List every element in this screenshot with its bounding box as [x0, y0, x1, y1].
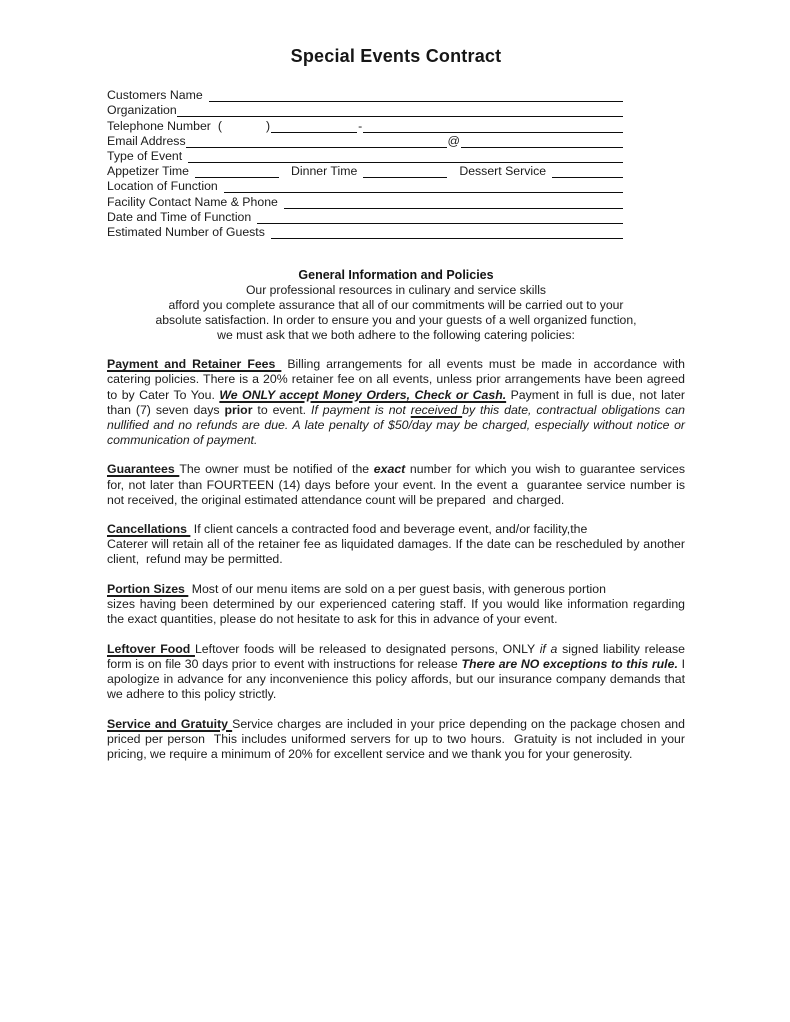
telephone-label: Telephone Number	[107, 118, 211, 133]
appetizer-time-label: Appetizer Time	[107, 164, 190, 179]
form-row-email	[107, 133, 623, 148]
document-content	[107, 0, 685, 776]
dessert-service-blank-line	[552, 164, 623, 178]
general-info-line: afford you complete assurance that all of our commitments will be carried out to your	[168, 298, 624, 313]
facility-contact-blank-line	[284, 195, 623, 209]
form-row-organization	[107, 102, 623, 117]
form-row-date-time	[107, 209, 623, 224]
general-info-line: Our professional resources in culinary and service skills	[245, 282, 547, 297]
form-row-facility-contact	[107, 193, 623, 208]
general-info-line: absolute satisfaction. In order to ensure you and your guests of a well organized function,	[155, 313, 637, 328]
customers-name-label: Customers Name	[107, 88, 203, 103]
customers-name-blank-line	[209, 88, 623, 102]
location-label: Location of Function	[107, 179, 218, 194]
appetizer-time-blank-line	[195, 164, 279, 178]
general-info-line: we must ask that we both adhere to the following catering policies:	[217, 328, 575, 343]
dinner-time-blank-line	[363, 164, 447, 178]
dessert-service-label: Dessert Service	[459, 164, 547, 179]
organization-label: Organization	[107, 103, 177, 118]
form-row-type-of-event	[107, 148, 623, 163]
organization-blank-line	[177, 103, 623, 117]
telephone-separator: -	[358, 118, 363, 133]
form-row-telephone	[107, 117, 623, 132]
telephone-open-paren: (	[217, 118, 223, 133]
form-row-meal-times	[107, 163, 623, 178]
email-label: Email Address	[107, 133, 186, 148]
form-row-estimated-guests	[107, 224, 623, 239]
policy-leftover-food: Leftover Food Leftover foods will be released to designated persons, ONLY if a signed liability release form is on file 30 days prior to event with instructions for release There are NO exceptions to this rule. I apologize in advance for any inconvenience this policy affords, but our insurance company demands that we adhere to this policy strictly.	[107, 641, 685, 702]
telephone-prefix-blank-line	[271, 119, 357, 133]
contract-form	[107, 87, 623, 239]
general-info-section	[107, 268, 685, 343]
type-of-event-label: Type of Event	[107, 148, 183, 163]
email-at-symbol: @	[447, 133, 460, 148]
policy-portion-sizes: Portion Sizes Most of our menu items are sold on a per guest basis, with generous portion sizes having been determined by our experienced catering staff. If you would like information regarding the exact quantities, please do not hesitate to ask for this in advance of your event.	[107, 581, 685, 627]
location-blank-line	[224, 179, 623, 193]
page-title: Special Events Contract	[290, 46, 502, 66]
telephone-number-blank-line	[363, 119, 623, 133]
policy-payment-and-retainer-fees: Payment and Retainer Fees Billing arrangements for all events must be made in accordance with catering policies. There is a 20% retainer fee on all events, unless prior arrangements have been agreed to by Cater To You. We ONLY accept Money Orders, Check or Cash. Payment in full is due, not later than (7) seven days prior to event. If payment is not received by this date, contractual obligations can nullified and no refunds are due. A late penalty of $50/day may be charged, especially without notice or communication of payment.	[107, 357, 686, 447]
estimated-guests-blank-line	[271, 225, 623, 239]
form-row-customers-name	[107, 87, 623, 102]
email-user-blank-line	[186, 134, 447, 148]
dinner-time-label: Dinner Time	[291, 164, 358, 179]
type-of-event-blank-line	[188, 149, 623, 163]
form-row-location	[107, 178, 623, 193]
policy-cancellations: Cancellations If client cancels a contracted food and beverage event, and/or facility,the Caterer will retain all of the retainer fee as liquidated damages. If the date can be rescheduled by another client, refund may be permitted.	[107, 522, 685, 567]
email-domain-blank-line	[461, 134, 623, 148]
telephone-close-paren: )	[266, 118, 271, 133]
facility-contact-label: Facility Contact Name & Phone	[107, 194, 278, 209]
estimated-guests-label: Estimated Number of Guests	[107, 224, 265, 239]
policy-service-and-gratuity: Service and Gratuity Service charges are included in your price depending on the package chosen and priced per person This includes uniformed servers for up to two hours. Gratuity is not included in your pricing, we require a minimum of 20% for excellent service and we thank you for your generosity.	[107, 716, 685, 761]
policy-guarantees: Guarantees The owner must be notified of the exact number for which you wish to guarantee services for, not later than FOURTEEN (14) days before your event. In the event a guarantee service number is not received, the original estimated attendance count will be prepared and charged.	[107, 462, 685, 507]
date-time-label: Date and Time of Function	[107, 209, 252, 224]
general-info-heading: General Information and Policies	[298, 267, 494, 282]
date-time-blank-line	[257, 210, 623, 224]
